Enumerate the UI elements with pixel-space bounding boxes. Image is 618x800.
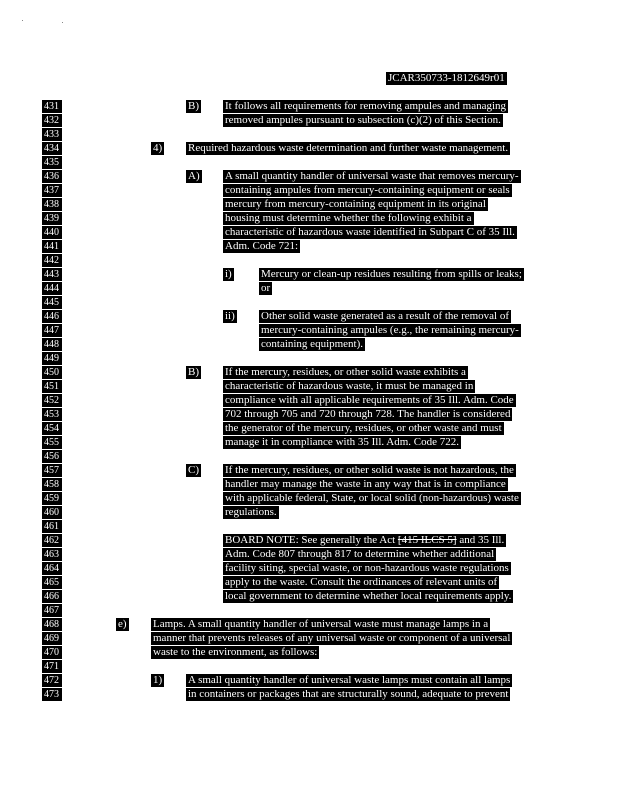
- paragraph-text: with applicable federal, State, or local solid (non-hazardous) waste: [225, 492, 519, 504]
- line-number: 435: [42, 156, 62, 169]
- paragraph-label: 4): [153, 142, 163, 154]
- line-number: 447: [42, 324, 62, 337]
- line-number: 473: [42, 688, 62, 701]
- paragraph-text: characteristic of hazardous waste identified in Subpart C of 35 Ill.: [225, 226, 515, 238]
- line-number: 458: [42, 478, 62, 491]
- line-number: 442: [42, 254, 62, 267]
- paragraph-text: If the mercury, residues, or other solid waste exhibits a: [225, 366, 466, 378]
- paragraph-text: manage it in compliance with 35 Ill. Adm. Code 722.: [225, 436, 460, 448]
- paragraph-text: housing must determine whether the following exhibit a: [225, 212, 472, 224]
- paragraph-text: It follows all requirements for removing ampules and managing: [225, 100, 507, 112]
- line-number: 431: [42, 100, 62, 113]
- line-number: 468: [42, 618, 62, 631]
- line-number: 462: [42, 534, 62, 547]
- board-note-line: [223, 534, 506, 547]
- board-note-line: facility siting, special waste, or non-hazardous waste regulations: [225, 562, 509, 574]
- line-number: 441: [42, 240, 62, 253]
- line-number: 436: [42, 170, 62, 183]
- paragraph-text: compliance with all applicable requirements of 35 Ill. Adm. Code: [225, 394, 514, 406]
- line-number: 451: [42, 380, 62, 393]
- paragraph-text: in containers or packages that are structurally sound, adequate to prevent: [188, 688, 509, 700]
- line-number: 438: [42, 198, 62, 211]
- paragraph-text: If the mercury, residues, or other solid waste is not hazardous, the: [225, 464, 514, 476]
- paragraph-label: B): [188, 366, 199, 378]
- line-number: 448: [42, 338, 62, 351]
- board-note-text: BOARD NOTE: See generally the Act: [225, 534, 398, 546]
- line-number: 452: [42, 394, 62, 407]
- paragraph-label: e): [118, 618, 127, 630]
- paragraph-text: mercury from mercury-containing equipment in its original: [225, 198, 486, 210]
- line-number: 459: [42, 492, 62, 505]
- paragraph-text: 702 through 705 and 720 through 728. The handler is considered: [225, 408, 511, 420]
- line-number: 455: [42, 436, 62, 449]
- line-number: 434: [42, 142, 62, 155]
- paragraph-text: regulations.: [225, 506, 277, 518]
- line-number: 446: [42, 310, 62, 323]
- line-number: 469: [42, 632, 62, 645]
- paragraph-text: containing ampules from mercury-containing equipment or seals: [225, 184, 510, 196]
- line-number: 467: [42, 604, 62, 617]
- line-number: 456: [42, 450, 62, 463]
- line-number: 440: [42, 226, 62, 239]
- line-number: 470: [42, 646, 62, 659]
- paragraph-label: ii): [225, 310, 235, 322]
- paragraph-label: B): [188, 100, 199, 112]
- line-number: 443: [42, 268, 62, 281]
- line-number: 454: [42, 422, 62, 435]
- paragraph-label: 1): [153, 674, 163, 686]
- paragraph-text: Lamps. A small quantity handler of universal waste must manage lamps in a: [153, 618, 489, 630]
- paragraph-label: A): [188, 170, 200, 182]
- struck-citation: [415 ILCS 5]: [397, 534, 457, 546]
- scan-speck: [22, 20, 23, 21]
- board-note-line: Adm. Code 807 through 817 to determine whether additional: [225, 548, 495, 560]
- line-number: 460: [42, 506, 62, 519]
- paragraph-text: or: [261, 282, 271, 294]
- line-number: 466: [42, 590, 62, 603]
- line-number: 445: [42, 296, 62, 309]
- line-number: 463: [42, 548, 62, 561]
- line-number: 457: [42, 464, 62, 477]
- line-number: 437: [42, 184, 62, 197]
- paragraph-text: Mercury or clean-up residues resulting from spills or leaks;: [261, 268, 522, 280]
- line-number: 433: [42, 128, 62, 141]
- paragraph-text: Other solid waste generated as a result of the removal of: [261, 310, 510, 322]
- paragraph-text: mercury-containing ampules (e.g., the remaining mercury-: [261, 324, 519, 336]
- paragraph-text: manner that prevents releases of any universal waste or component of a universal: [153, 632, 511, 644]
- paragraph-text: A small quantity handler of universal waste lamps must contain all lamps: [188, 674, 511, 686]
- line-number: 449: [42, 352, 62, 365]
- board-note-line: apply to the waste. Consult the ordinances of relevant units of: [225, 576, 498, 588]
- line-number: 444: [42, 282, 62, 295]
- scan-speck: [62, 22, 63, 23]
- paragraph-text: A small quantity handler of universal waste that removes mercury-: [225, 170, 519, 182]
- board-note-text: and 35 Ill.: [456, 534, 505, 546]
- board-note-line: local government to determine whether local requirements apply.: [225, 590, 512, 602]
- line-number: 450: [42, 366, 62, 379]
- paragraph-text: characteristic of hazardous waste, it must be managed in: [225, 380, 474, 392]
- paragraph-label: i): [225, 268, 232, 280]
- paragraph-label: C): [188, 464, 199, 476]
- line-number: 464: [42, 562, 62, 575]
- document-id: JCAR350733-1812649r01: [388, 72, 505, 84]
- line-number: 471: [42, 660, 62, 673]
- paragraph-text: waste to the environment, as follows:: [153, 646, 318, 658]
- line-number: 453: [42, 408, 62, 421]
- paragraph-text: containing equipment).: [261, 338, 364, 350]
- paragraph-text: removed ampules pursuant to subsection (c)(2) of this Section.: [225, 114, 501, 126]
- paragraph-text: the generator of the mercury, residues, or other waste and must: [225, 422, 502, 434]
- line-number: 439: [42, 212, 62, 225]
- line-number: 465: [42, 576, 62, 589]
- paragraph-text: handler may manage the waste in any way that is in compliance: [225, 478, 506, 490]
- line-number: 461: [42, 520, 62, 533]
- paragraph-text: Adm. Code 721:: [225, 240, 299, 252]
- line-number: 472: [42, 674, 62, 687]
- subsection-heading: Required hazardous waste determination and further waste management.: [188, 142, 509, 154]
- line-number: 432: [42, 114, 62, 127]
